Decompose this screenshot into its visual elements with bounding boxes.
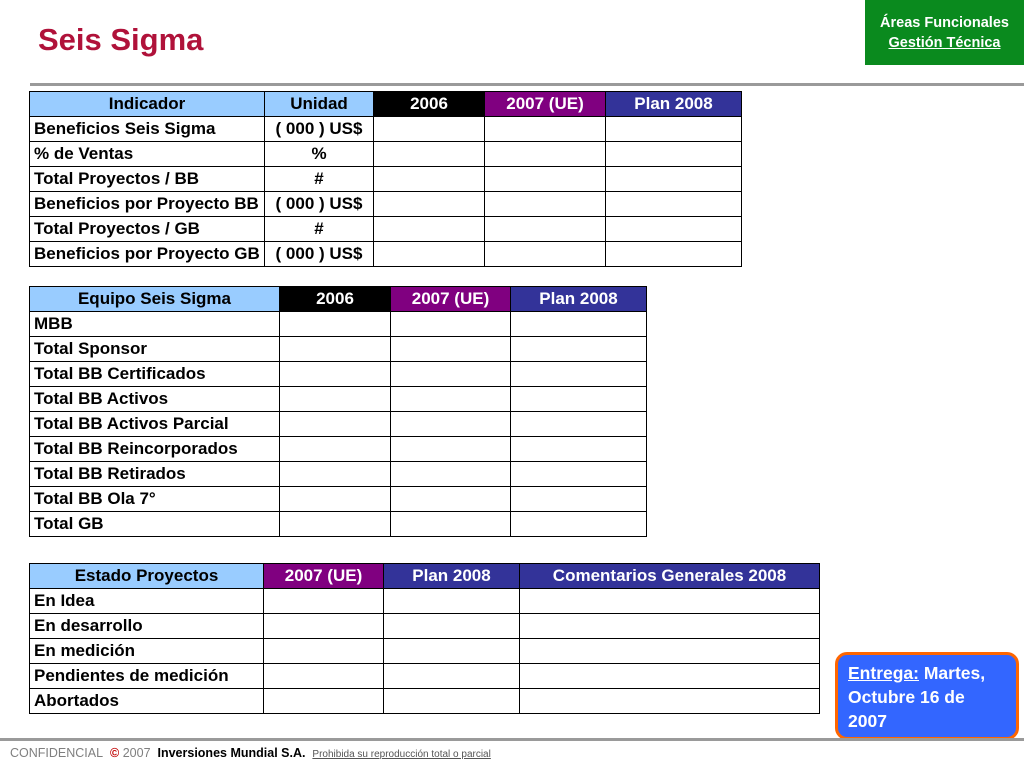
row-label: En desarrollo — [30, 614, 264, 639]
cell[interactable] — [384, 614, 520, 639]
header-unidad: Unidad — [265, 92, 374, 117]
footer-company: Inversiones Mundial S.A. — [157, 746, 306, 760]
row-label: Beneficios por Proyecto BB — [30, 192, 265, 217]
header-plan-2008: Plan 2008 — [606, 92, 742, 117]
footer-notice[interactable]: Prohibida su reproducción total o parcial — [312, 749, 491, 760]
cell[interactable] — [511, 412, 647, 437]
row-unit: # — [265, 167, 374, 192]
equipo-table — [29, 286, 647, 537]
row-label: Total BB Retirados — [30, 462, 280, 487]
cell[interactable] — [374, 117, 485, 142]
cell[interactable] — [391, 412, 511, 437]
table-header-row — [30, 564, 820, 589]
table-row — [30, 614, 820, 639]
cell[interactable] — [520, 639, 820, 664]
cell[interactable] — [520, 614, 820, 639]
cell[interactable] — [485, 192, 606, 217]
row-unit: % — [265, 142, 374, 167]
cell[interactable] — [391, 362, 511, 387]
cell[interactable] — [280, 462, 391, 487]
cell[interactable] — [374, 242, 485, 267]
entrega-callout — [835, 652, 1019, 740]
row-label: En Idea — [30, 589, 264, 614]
cell[interactable] — [374, 217, 485, 242]
cell[interactable] — [280, 437, 391, 462]
table-row — [30, 487, 647, 512]
cell[interactable] — [264, 664, 384, 689]
table-row — [30, 337, 647, 362]
header-equipo: Equipo Seis Sigma — [30, 287, 280, 312]
entrega-text: Martes, Octubre 16 de 2007 — [848, 663, 986, 731]
cell[interactable] — [485, 242, 606, 267]
table-row — [30, 362, 647, 387]
row-label: Total BB Ola 7° — [30, 487, 280, 512]
cell[interactable] — [606, 217, 742, 242]
table-row — [30, 217, 742, 242]
header-plan-2008: Plan 2008 — [511, 287, 647, 312]
cell[interactable] — [280, 387, 391, 412]
cell[interactable] — [485, 167, 606, 192]
cell[interactable] — [511, 437, 647, 462]
cell[interactable] — [606, 142, 742, 167]
cell[interactable] — [280, 412, 391, 437]
cell[interactable] — [520, 664, 820, 689]
row-label: % de Ventas — [30, 142, 265, 167]
table-row — [30, 589, 820, 614]
footer-divider — [0, 738, 1024, 741]
header-estado: Estado Proyectos — [30, 564, 264, 589]
cell[interactable] — [520, 589, 820, 614]
row-label: Total Sponsor — [30, 337, 280, 362]
header-comentarios: Comentarios Generales 2008 — [520, 564, 820, 589]
cell[interactable] — [280, 487, 391, 512]
cell[interactable] — [511, 512, 647, 537]
cell[interactable] — [264, 689, 384, 714]
table-header-row — [30, 287, 647, 312]
cell[interactable] — [520, 689, 820, 714]
estado-table — [29, 563, 820, 714]
row-label: Total BB Reincorporados — [30, 437, 280, 462]
cell[interactable] — [391, 312, 511, 337]
row-unit: ( 000 ) US$ — [265, 192, 374, 217]
table-row — [30, 312, 647, 337]
cell[interactable] — [374, 142, 485, 167]
badge-line2[interactable]: Gestión Técnica — [888, 35, 1001, 51]
badge-line1: Áreas Funcionales — [880, 15, 1009, 31]
cell[interactable] — [280, 512, 391, 537]
cell[interactable] — [485, 217, 606, 242]
cell[interactable] — [391, 437, 511, 462]
table-row — [30, 689, 820, 714]
table-row — [30, 512, 647, 537]
cell[interactable] — [374, 167, 485, 192]
row-label: Total GB — [30, 512, 280, 537]
title-divider — [30, 83, 1024, 86]
cell[interactable] — [280, 362, 391, 387]
table-row — [30, 412, 647, 437]
cell[interactable] — [264, 614, 384, 639]
cell[interactable] — [391, 487, 511, 512]
table-row — [30, 437, 647, 462]
footer-confidential: CONFIDENCIAL — [10, 746, 104, 760]
row-label: Beneficios por Proyecto GB — [30, 242, 265, 267]
table-row — [30, 117, 742, 142]
cell[interactable] — [264, 589, 384, 614]
row-unit: ( 000 ) US$ — [265, 242, 374, 267]
cell[interactable] — [606, 242, 742, 267]
row-label: En medición — [30, 639, 264, 664]
cell[interactable] — [511, 462, 647, 487]
cell[interactable] — [511, 362, 647, 387]
cell[interactable] — [280, 312, 391, 337]
copyright-icon: © — [110, 746, 120, 760]
cell[interactable] — [374, 192, 485, 217]
cell[interactable] — [511, 312, 647, 337]
cell[interactable] — [384, 589, 520, 614]
table-row — [30, 664, 820, 689]
table-row — [30, 639, 820, 664]
cell[interactable] — [280, 337, 391, 362]
cell[interactable] — [391, 462, 511, 487]
header-2006: 2006 — [374, 92, 485, 117]
cell[interactable] — [485, 142, 606, 167]
cell[interactable] — [606, 117, 742, 142]
header-indicador: Indicador — [30, 92, 265, 117]
cell[interactable] — [264, 639, 384, 664]
header-2007: 2007 (UE) — [391, 287, 511, 312]
row-unit: # — [265, 217, 374, 242]
table-row — [30, 242, 742, 267]
row-label: MBB — [30, 312, 280, 337]
footer-year: 2007 — [122, 746, 151, 760]
header-2007: 2007 (UE) — [485, 92, 606, 117]
row-unit: ( 000 ) US$ — [265, 117, 374, 142]
row-label: Total Proyectos / GB — [30, 217, 265, 242]
table-row — [30, 192, 742, 217]
row-label: Total BB Certificados — [30, 362, 280, 387]
indicadores-table — [29, 91, 742, 267]
row-label: Abortados — [30, 689, 264, 714]
header-2006: 2006 — [280, 287, 391, 312]
row-label: Beneficios Seis Sigma — [30, 117, 265, 142]
table-row — [30, 387, 647, 412]
area-badge — [865, 0, 1024, 65]
cell[interactable] — [384, 664, 520, 689]
cell[interactable] — [384, 689, 520, 714]
cell[interactable] — [511, 387, 647, 412]
cell[interactable] — [606, 167, 742, 192]
cell[interactable] — [384, 639, 520, 664]
entrega-label: Entrega: — [848, 663, 919, 683]
row-label: Pendientes de medición — [30, 664, 264, 689]
footer — [10, 746, 491, 760]
cell[interactable] — [391, 512, 511, 537]
row-label: Total BB Activos — [30, 387, 280, 412]
cell[interactable] — [485, 117, 606, 142]
header-2007: 2007 (UE) — [264, 564, 384, 589]
table-row — [30, 167, 742, 192]
header-plan-2008: Plan 2008 — [384, 564, 520, 589]
table-row — [30, 462, 647, 487]
page-title: Seis Sigma — [38, 22, 204, 57]
cell[interactable] — [511, 337, 647, 362]
table-row — [30, 142, 742, 167]
cell[interactable] — [391, 387, 511, 412]
cell[interactable] — [511, 487, 647, 512]
table-header-row — [30, 92, 742, 117]
cell[interactable] — [391, 337, 511, 362]
row-label: Total Proyectos / BB — [30, 167, 265, 192]
row-label: Total BB Activos Parcial — [30, 412, 280, 437]
cell[interactable] — [606, 192, 742, 217]
